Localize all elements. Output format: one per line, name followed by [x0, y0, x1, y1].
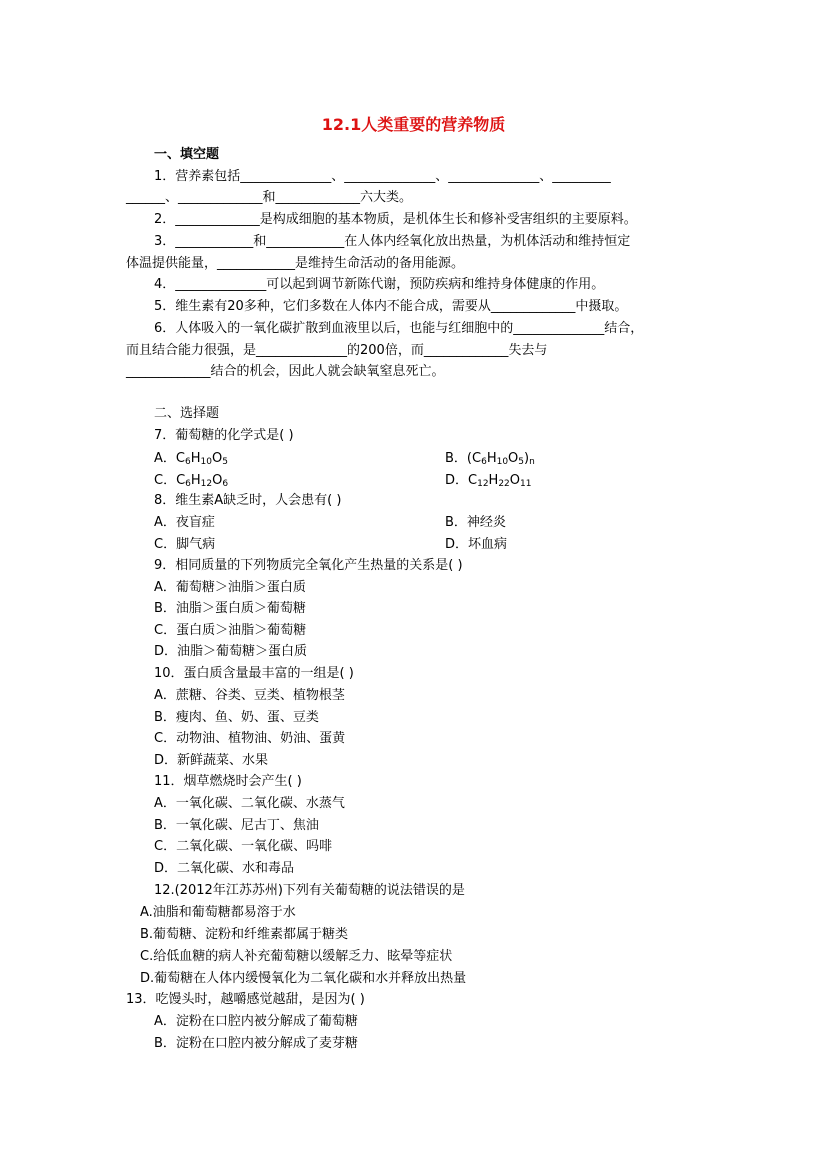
question-3-line-1: 3．____________和____________在人体内经氧化放出热量，为机体活动和维持恒定 — [154, 234, 631, 249]
section-heading-fill-blank: 一、填空题 — [154, 147, 220, 162]
question-1-line-2: ______、_____________和_____________六大类。 — [126, 190, 413, 205]
question-12-option-d: D.葡萄糖在人体内缓慢氧化为二氧化碳和水并释放出热量 — [140, 971, 467, 986]
question-3-line-2: 体温提供能量，____________是维持生命活动的备用能源。 — [126, 256, 465, 271]
question-8-option-a: A．夜盲症 — [154, 515, 215, 530]
question-11-option-a: A．一氧化碳、二氧化碳、水蒸气 — [154, 796, 345, 811]
question-11-option-c: C．二氧化碳、一氧化碳、吗啡 — [154, 839, 333, 854]
question-13-option-b: B．淀粉在口腔内被分解成了麦芽糖 — [154, 1036, 358, 1051]
question-9-option-b: B．油脂＞蛋白质＞葡萄糖 — [154, 601, 306, 616]
question-12-option-c: C.给低血糖的病人补充葡萄糖以缓解乏力、眩晕等症状 — [140, 949, 453, 964]
question-2: 2．_____________是构成细胞的基本物质，是机体生长和修补受害组织的主要原料。 — [154, 212, 637, 227]
question-5: 5．维生素有20多种，它们多数在人体内不能合成，需要从_____________中摄取。 — [154, 299, 628, 314]
question-6-line-3: _____________结合的机会，因此人就会缺氧窒息死亡。 — [126, 364, 445, 379]
question-11-stem: 11．烟草燃烧时会产生( ) — [154, 774, 302, 789]
section-heading-choice: 二、选择题 — [154, 406, 220, 421]
question-7-option-a: A．$C_6H_{10}O_5$ — [154, 451, 228, 467]
question-13-option-a: A．淀粉在口腔内被分解成了葡萄糖 — [154, 1014, 358, 1029]
question-6-line-2: 而且结合能力很强，是______________的200倍，而_____________失去与 — [126, 343, 548, 358]
question-7-option-d: D．$C_{12}H_{22}O_{11}$ — [445, 473, 532, 489]
question-13-stem: 13．吃馒头时，越嚼感觉越甜，是因为( ) — [126, 992, 365, 1007]
question-7-option-c: C．$C_6H_{12}O_6$ — [154, 473, 229, 489]
question-6-line-1: 6．人体吸入的一氧化碳扩散到血液里以后，也能与红细胞中的______________结合， — [154, 321, 644, 336]
document-title: 12.1人类重要的营养物质 — [321, 115, 506, 134]
question-9-option-d: D．油脂＞葡萄糖＞蛋白质 — [154, 644, 308, 659]
question-9-option-c: C．蛋白质＞油脂＞葡萄糖 — [154, 623, 307, 638]
question-12-option-a: A.油脂和葡萄糖都易溶于水 — [140, 905, 296, 920]
question-1-line-1: 1．营养素包括______________、______________、______________、_________ — [154, 169, 611, 184]
question-10-stem: 10．蛋白质含量最丰富的一组是( ) — [154, 666, 354, 681]
question-8-option-d: D．坏血病 — [445, 537, 508, 552]
question-9-option-a: A．葡萄糖＞油脂＞蛋白质 — [154, 580, 306, 595]
question-4: 4．______________可以起到调节新陈代谢，预防疾病和维持身体健康的作用。 — [154, 277, 605, 292]
question-7-stem: 7．葡萄糖的化学式是( ) — [154, 428, 294, 443]
question-12-stem: 12.(2012年江苏苏州)下列有关葡萄糖的说法错误的是 — [154, 883, 465, 898]
question-10-option-a: A．蔗糖、谷类、豆类、植物根茎 — [154, 688, 345, 703]
question-10-option-c: C．动物油、植物油、奶油、蛋黄 — [154, 731, 346, 746]
question-12-option-b: B.葡萄糖、淀粉和纤维素都属于糖类 — [140, 927, 349, 942]
question-8-option-c: C．脚气病 — [154, 537, 216, 552]
question-11-option-b: B．一氧化碳、尼古丁、焦油 — [154, 818, 319, 833]
question-8-stem: 8．维生素A缺乏时，人会患有( ) — [154, 493, 342, 508]
question-10-option-d: D．新鲜蔬菜、水果 — [154, 753, 269, 768]
question-11-option-d: D．二氧化碳、水和毒品 — [154, 861, 295, 876]
question-8-option-b: B．神经炎 — [445, 515, 506, 530]
question-9-stem: 9．相同质量的下列物质完全氧化产生热量的关系是( ) — [154, 558, 463, 573]
question-10-option-b: B．瘦肉、鱼、奶、蛋、豆类 — [154, 710, 319, 725]
question-7-option-b: B．$(C_6H_{10}O_5)_n$ — [445, 451, 535, 467]
